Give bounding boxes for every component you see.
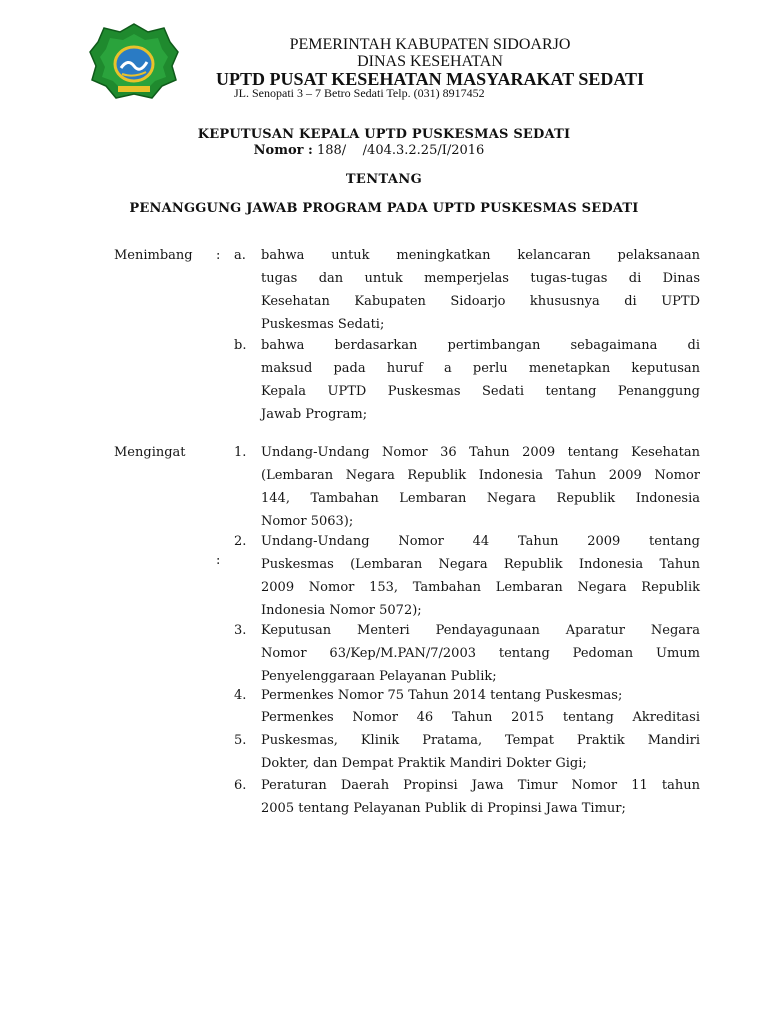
list-item-line: Penyelenggaraan Pelayanan Publik; [261,669,497,684]
list-item-line: Permenkes Nomor 75 Tahun 2014 tentang Puskesmas; [261,688,623,703]
letterhead-address: JL. Senopati 3 – 7 Betro Sedati Telp. (031) 8917452 [234,86,485,100]
letterhead-department: DINAS KESEHATAN [357,53,503,70]
list-item-line: Nomor 63/Kep/M.PAN/7/2003 tentang Pedoman Umum [261,646,700,661]
decree-title: KEPUTUSAN KEPALA UPTD PUSKESMAS SEDATI [197,127,571,142]
list-item-line: 144, Tambahan Lembaran Negara Republik Indonesia [261,491,700,506]
list-item-marker: 3. [234,623,247,638]
menimbang-label: Menimbang [114,248,193,263]
mengingat-label: Mengingat [114,445,186,460]
decree-number-label: Nomor : [253,143,313,158]
mengingat-colon: : [216,553,221,568]
letterhead-institution: UPTD PUSAT KESEHATAN MASYARAKAT SEDATI [215,69,645,89]
list-item-marker: 5. [234,733,247,748]
list-item-line: (Lembaran Negara Republik Indonesia Tahun 2009 Nomor [261,468,700,483]
list-item-line: Puskesmas (Lembaran Negara Republik Indonesia Tahun [261,557,700,572]
decree-subject: PENANGGUNG JAWAB PROGRAM PADA UPTD PUSKESMAS SEDATI [129,201,639,216]
list-item-line: Keputusan Menteri Pendayagunaan Aparatur Negara [261,623,700,638]
list-item-line: 2005 tentang Pelayanan Publik di Propinsi Jawa Timur; [261,801,626,816]
list-item-line: Kesehatan Kabupaten Sidoarjo khususnya di UPTD [261,294,700,309]
list-item-line: Peraturan Daerah Propinsi Jawa Timur Nomor 11 tahun [261,778,700,793]
list-item-line: maksud pada huruf a perlu menetapkan keputusan [261,361,700,376]
list-item-line: bahwa berdasarkan pertimbangan sebagaimana di [261,338,700,353]
list-item-marker: 2. [234,534,247,549]
list-item-line: Undang-Undang Nomor 36 Tahun 2009 tentang Kesehatan [261,445,700,460]
list-item-marker: 1. [234,445,247,460]
list-item-line: Undang-Undang Nomor 44 Tahun 2009 tentang [261,534,700,549]
list-item-line: Puskesmas Sedati; [261,317,385,332]
list-item-marker: 6. [234,778,247,793]
menimbang-colon: : [216,248,221,263]
list-item-line: Dokter, dan Dempat Praktik Mandiri Dokter Gigi; [261,756,587,771]
list-item-line: Nomor 5063); [261,514,354,529]
list-item-marker: b. [234,338,247,353]
list-item-marker: 4. [234,688,247,703]
decree-tentang: TENTANG [345,172,423,187]
sidoarjo-coat-of-arms-icon [88,22,180,102]
list-item-line: Indonesia Nomor 5072); [261,603,422,618]
decree-number-value: 188/ /404.3.2.25/I/2016 [316,143,485,158]
list-item-line: 2009 Nomor 153, Tambahan Lembaran Negara Republik [261,580,700,595]
list-item-line: tugas dan untuk memperjelas tugas-tugas di Dinas [261,271,700,286]
list-item-marker: a. [234,248,246,263]
list-item-line: Jawab Program; [261,407,368,422]
decree-number [0,143,753,158]
list-item-line: Kepala UPTD Puskesmas Sedati tentang Penanggung [261,384,700,399]
list-item-line: bahwa untuk meningkatkan kelancaran pelaksanaan [261,248,700,263]
list-item-line: Permenkes Nomor 46 Tahun 2015 tentang Akreditasi [261,710,700,725]
letterhead-government: PEMERINTAH KABUPATEN SIDOARJO [289,36,571,53]
list-item-line: Puskesmas, Klinik Pratama, Tempat Praktik Mandiri [261,733,700,748]
